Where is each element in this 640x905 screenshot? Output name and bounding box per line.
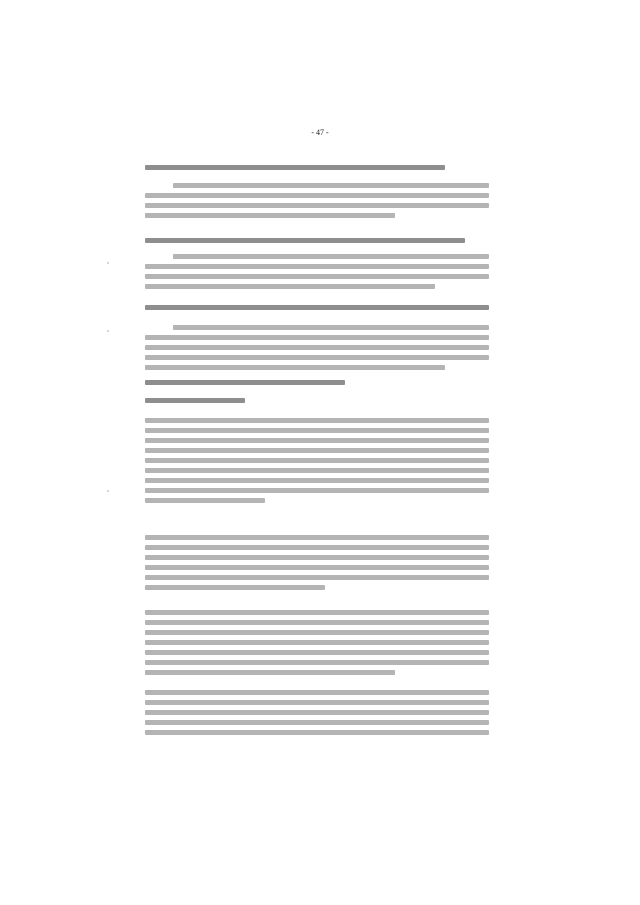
text-line-placeholder [145, 660, 489, 665]
text-line-placeholder [145, 365, 445, 370]
text-line-placeholder [145, 274, 489, 279]
paragraph-block [145, 610, 489, 700]
text-line-placeholder [145, 670, 395, 675]
text-line-placeholder [145, 545, 489, 550]
text-line-placeholder [173, 325, 489, 330]
text-line-placeholder [145, 700, 489, 705]
text-line-placeholder [145, 438, 489, 443]
paragraph-block [145, 418, 489, 518]
text-line-placeholder [145, 193, 489, 198]
text-line-placeholder [173, 254, 489, 259]
section-block [145, 165, 489, 225]
text-line-placeholder [145, 478, 489, 483]
text-line-placeholder [145, 448, 489, 453]
paragraph-block [145, 690, 489, 760]
text-line-placeholder [145, 345, 489, 350]
text-line-placeholder [145, 428, 489, 433]
text-line-placeholder [145, 418, 489, 423]
text-line-placeholder [173, 183, 489, 188]
text-line-placeholder [145, 355, 489, 360]
text-line-placeholder [145, 585, 325, 590]
text-line-placeholder [145, 555, 489, 560]
text-line-placeholder [145, 468, 489, 473]
text-line-placeholder [145, 458, 489, 463]
page-number: - 47 - [311, 128, 329, 137]
text-line-placeholder [145, 640, 489, 645]
text-line-placeholder [145, 630, 489, 635]
text-line-placeholder [145, 380, 345, 385]
text-line-placeholder [145, 535, 489, 540]
text-line-placeholder [145, 720, 489, 725]
text-line-placeholder [145, 730, 489, 735]
margin-mark [107, 330, 109, 332]
paragraph-block [145, 535, 489, 615]
text-line-placeholder [145, 610, 489, 615]
text-line-placeholder [145, 690, 489, 695]
text-line-placeholder [145, 284, 435, 289]
text-line-placeholder [145, 335, 489, 340]
text-line-placeholder [145, 710, 489, 715]
section-block [145, 305, 489, 375]
text-line-placeholder [145, 264, 489, 269]
text-line-placeholder [145, 620, 489, 625]
text-line-placeholder [145, 498, 265, 503]
text-line-placeholder [145, 398, 245, 403]
margin-mark [107, 262, 109, 264]
text-line-placeholder [145, 488, 489, 493]
text-line-placeholder [145, 213, 395, 218]
margin-mark [107, 490, 109, 492]
text-line-placeholder [145, 165, 445, 170]
section-block [145, 380, 489, 410]
text-line-placeholder [145, 305, 489, 310]
section-block [145, 238, 489, 298]
text-line-placeholder [145, 565, 489, 570]
text-line-placeholder [145, 238, 465, 243]
text-line-placeholder [145, 203, 489, 208]
text-line-placeholder [145, 650, 489, 655]
text-line-placeholder [145, 575, 489, 580]
